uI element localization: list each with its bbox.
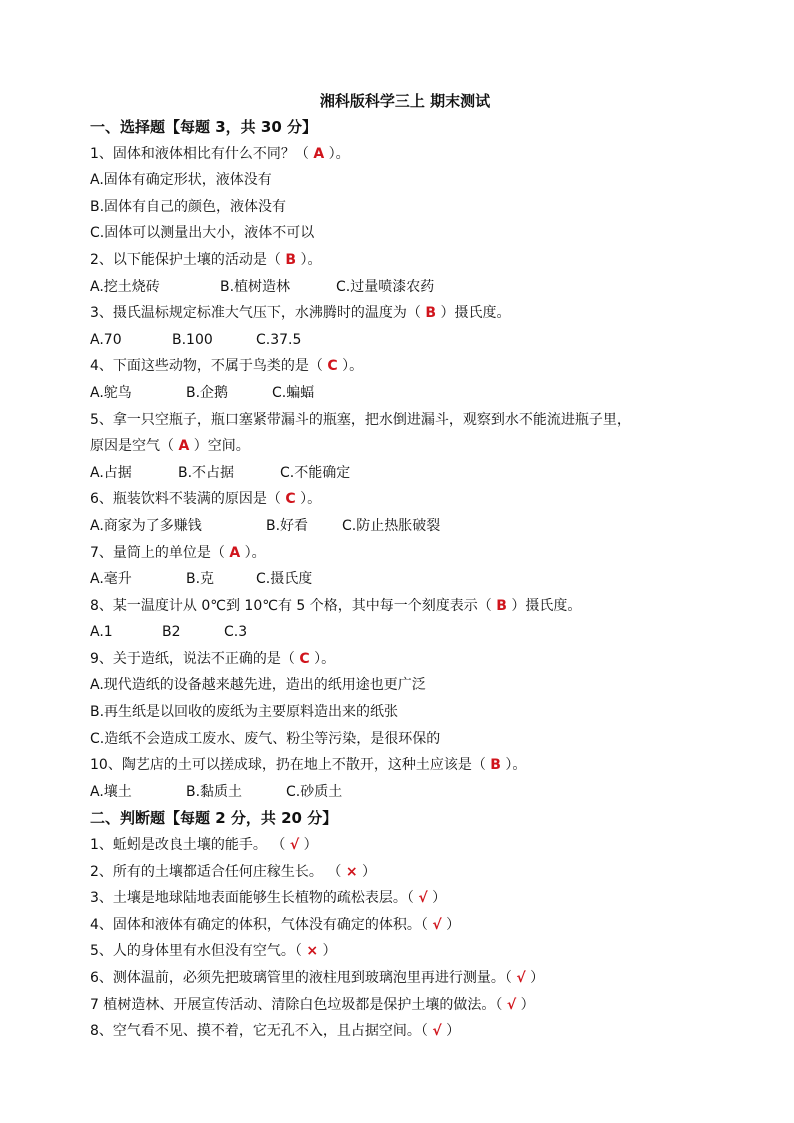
option-b: B.企鹅 — [186, 384, 229, 401]
question-5-line-1: 5、拿一只空瓶子，瓶口塞紧带漏斗的瓶塞，把水倒进漏斗，观察到水不能流进瓶子里， — [90, 411, 631, 428]
answer-mark: B — [425, 305, 437, 322]
statement-text: 6、测体温前，必须先把玻璃管里的液柱甩到玻璃泡里再进行测量。（ — [90, 970, 517, 986]
question-5-line-2 — [90, 433, 720, 460]
question-1 — [90, 141, 720, 168]
question-3 — [90, 300, 720, 327]
question-suffix: ）空间。 — [189, 438, 250, 455]
question-suffix: ）。 — [309, 650, 336, 667]
judgement-item-7 — [90, 992, 720, 1019]
section-heading-judgement: 二、判断题【每题 2 分，共 20 分】 — [90, 809, 338, 828]
answer-mark: × — [345, 863, 358, 880]
option-a: A.现代造纸的设备越来越先进，造出的纸用途也更广泛 — [90, 677, 426, 694]
statement-text: 7 植树造林、开展宣传活动、清除白色垃圾都是保护土壤的做法。（ — [90, 996, 507, 1013]
answer-mark: √ — [418, 890, 428, 907]
judgement-item-8 — [90, 1018, 720, 1045]
question-text: 8、某一温度计从 0℃到 10℃有 5 个格，其中每一个刻度表示（ — [90, 597, 497, 614]
statement-suffix: ） — [299, 837, 318, 854]
option-a: A.商家为了多赚钱 — [90, 517, 202, 534]
answer-mark: C — [327, 358, 338, 375]
answer-mark: B — [285, 251, 297, 268]
page-title: 湘科版科学三上 期末测试 — [319, 92, 491, 110]
statement-text: 3、土壤是地球陆地表面能够生长植物的疏松表层。（ — [90, 890, 419, 907]
option-a: A.壤土 — [90, 783, 132, 800]
answer-mark: √ — [432, 916, 442, 933]
option-c: C.砂质土 — [286, 783, 343, 800]
option-b: B.植树造林 — [220, 278, 291, 295]
option-b: B.好看 — [266, 517, 309, 534]
option-a: A.毫升 — [90, 571, 132, 588]
options-row — [90, 327, 720, 354]
option-c: C.过量喷漆农药 — [336, 278, 435, 295]
answer-mark: C — [285, 491, 296, 508]
question-suffix: ）。 — [337, 358, 364, 375]
answer-mark: A — [229, 544, 241, 561]
option-a: A.占据 — [90, 464, 132, 481]
statement-text: 2、所有的土壤都适合任何庄稼生长。 （ — [90, 863, 346, 880]
question-7 — [90, 540, 720, 567]
question-8 — [90, 593, 720, 620]
statement-text: 4、固体和液体有确定的体积，气体没有确定的体积。（ — [90, 916, 433, 933]
option-c: C.3 — [224, 624, 248, 641]
option-c: C.固体可以测量出大小，液体不可以 — [90, 225, 315, 242]
option-c: C.蝙蝠 — [272, 384, 315, 401]
judgement-item-1 — [90, 832, 720, 859]
option-b: B.克 — [186, 571, 215, 588]
option-a: A.1 — [90, 624, 113, 641]
answer-mark: B — [496, 597, 507, 614]
option-c: C.造纸不会造成工废水、废气、粉尘等污染，是很环保的 — [90, 730, 441, 747]
question-4 — [90, 353, 720, 380]
option-b: B.不占据 — [178, 464, 235, 481]
section-heading-choice: 一、选择题【每题 3，共 30 分】 — [90, 118, 317, 136]
statement-text: 5、人的身体里有水但没有空气。（ — [90, 943, 307, 960]
option-c: C.37.5 — [256, 331, 302, 348]
question-2 — [90, 247, 720, 274]
judgement-item-2 — [90, 859, 720, 886]
exam-page — [90, 88, 720, 1045]
question-text: 6、瓶装饮料不装满的原因是（ — [90, 491, 286, 508]
options-row — [90, 566, 720, 593]
statement-suffix: ） — [427, 890, 447, 907]
answer-mark: √ — [432, 1023, 442, 1040]
question-text: 9、关于造纸，说法不正确的是（ — [90, 650, 300, 667]
options-row — [90, 779, 720, 806]
option-c: C.不能确定 — [280, 464, 351, 481]
answer-mark: A — [313, 145, 325, 162]
question-text: 1、固体和液体相比有什么不同？（ — [90, 145, 314, 162]
statement-suffix: ） — [357, 863, 376, 880]
option-a: A.70 — [90, 331, 122, 348]
question-suffix: ）。 — [295, 491, 322, 508]
option-b: B.100 — [172, 331, 213, 348]
options-row — [90, 460, 720, 487]
question-suffix: ）摄氏度。 — [436, 305, 511, 322]
question-10 — [90, 752, 720, 779]
judgement-item-4 — [90, 912, 720, 939]
option-c: C.摄氏度 — [256, 571, 313, 588]
option-b: B.固体有自己的颜色，液体没有 — [90, 198, 287, 215]
statement-suffix: ） — [516, 996, 535, 1013]
option-b: B.黏质土 — [186, 783, 243, 800]
question-suffix: ）。 — [324, 145, 350, 162]
options-row — [90, 513, 720, 540]
answer-mark: √ — [516, 970, 526, 986]
options-row — [90, 619, 720, 646]
option-b: B.再生纸是以回收的废纸为主要原料造出来的纸张 — [90, 704, 399, 721]
answer-mark: B — [490, 757, 501, 774]
answer-mark: × — [306, 943, 319, 960]
answer-mark: √ — [289, 837, 300, 854]
options-row — [90, 380, 720, 407]
option-a: A.固体有确定形状，液体没有 — [90, 172, 272, 189]
question-text: 原因是空气（ — [90, 438, 179, 455]
judgement-item-6 — [90, 965, 720, 992]
question-text: 7、量筒上的单位是（ — [90, 544, 230, 561]
statement-suffix: ） — [441, 916, 461, 933]
question-9 — [90, 646, 720, 673]
question-text: 10、陶艺店的土可以搓成球，扔在地上不散开，这种土应该是（ — [90, 757, 491, 774]
statement-text: 8、空气看不见、摸不着，它无孔不入，且占据空间。（ — [90, 1023, 433, 1040]
statement-suffix: ） — [441, 1023, 461, 1040]
options-row — [90, 274, 720, 301]
question-text: 2、以下能保护土壤的活动是（ — [90, 251, 286, 268]
question-suffix: ）。 — [500, 757, 527, 774]
statement-text: 1、蚯蚓是改良土壤的能手。 （ — [90, 837, 290, 854]
statement-suffix: ） — [525, 970, 545, 986]
answer-mark: A — [178, 438, 190, 455]
answer-mark: √ — [506, 996, 517, 1013]
question-text: 4、下面这些动物，不属于鸟类的是（ — [90, 358, 328, 375]
option-b: B2 — [162, 624, 181, 641]
option-a: A.鸵鸟 — [90, 384, 132, 401]
question-suffix: ）。 — [296, 251, 322, 268]
question-suffix: ）摄氏度。 — [506, 597, 582, 614]
option-c: C.防止热胀破裂 — [342, 517, 441, 534]
judgement-item-3 — [90, 885, 720, 912]
question-suffix: ）。 — [240, 544, 266, 561]
option-a: A.挖土烧砖 — [90, 278, 160, 295]
question-text: 3、摄氏温标规定标准大气压下，水沸腾时的温度为（ — [90, 305, 426, 322]
judgement-item-5 — [90, 938, 720, 965]
statement-suffix: ） — [318, 943, 337, 960]
answer-mark: C — [299, 650, 310, 667]
question-6 — [90, 486, 720, 513]
